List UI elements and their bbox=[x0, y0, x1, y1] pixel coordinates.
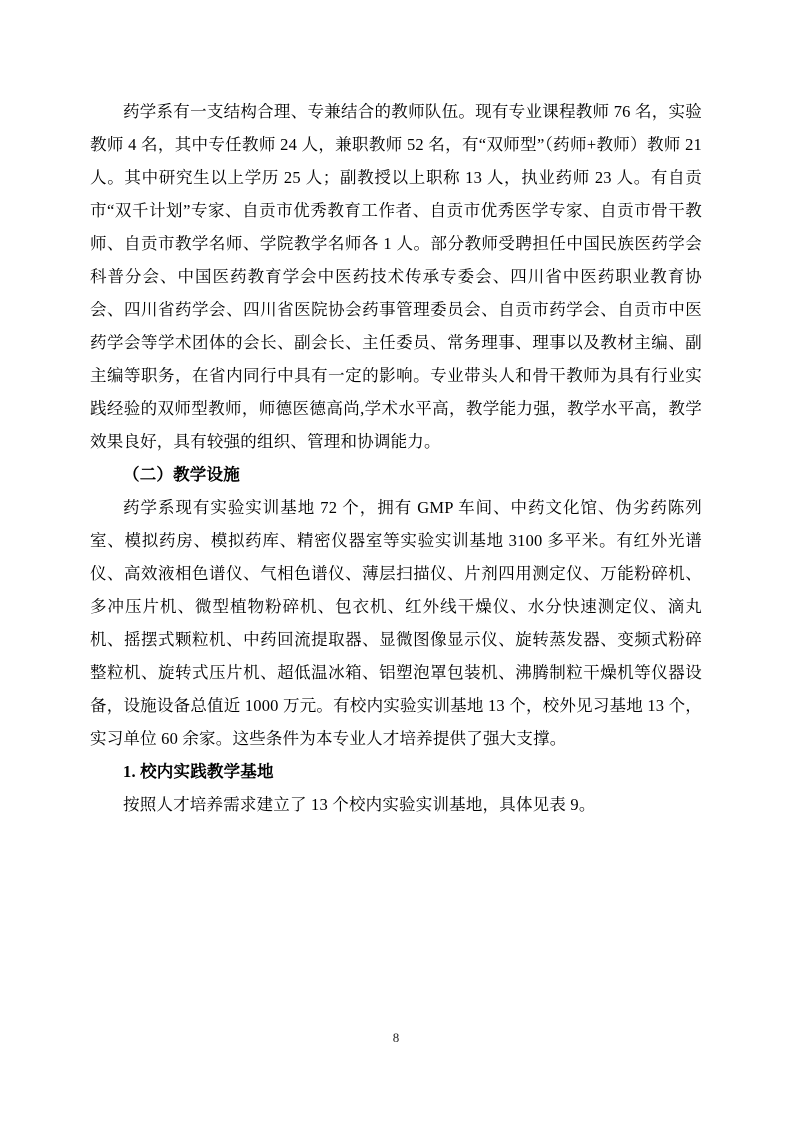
paragraph-faculty-overview: 药学系有一支结构合理、专兼结合的教师队伍。现有专业课程教师 76 名，实验教师 4 名，其中专任教师 24 人，兼职教师 52 名，有“双师型”（药师+教师）教师 21 人。其中研究生以上学历 25 人；副教授以上职称 13 人，执业药师 23 人。有自贡市“双千计划”专家、自贡市优秀教育工作者、自贡市优秀医学专家、自贡市骨干教师、自贡市教学名师、学院教学名师各 1 人。部分教师受聘担任中国民族医药学会科普分会、中国医药教育学会中医药技术传承专委会、四川省中医药职业教育协会、四川省药学会、四川省医院协会药事管理委员会、自贡市药学会、自贡市中医药学会等学术团体的会长、副会长、主任委员、常务理事、理事以及教材主编、副主编等职务，在省内同行中具有一定的影响。专业带头人和骨干教师为具有行业实践经验的双师型教师，师德医德高尚,学术水平高，教学能力强，教学水平高，教学效果良好，具有较强的组织、管理和协调能力。 bbox=[90, 102, 702, 451]
paragraph-facilities-equipment: 药学系现有实验实训基地 72 个，拥有 GMP 车间、中药文化馆、伪劣药陈列室、模拟药房、模拟药库、精密仪器室等实验实训基地 3100 多平米。有红外光谱仪、高效液相色谱仪、气相色谱仪、薄层扫描仪、片剂四用测定仪、万能粉碎机、多冲压片机、微型植物粉碎机、包衣机、红外线干燥仪、水分快速测定仪、滴丸机、摇摆式颗粒机、中药回流提取器、显微图像显示仪、旋转蒸发器、变频式粉碎整粒机、旋转式压片机、超低温冰箱、铝塑泡罩包装机、沸腾制粒干燥机等仪器设备，设施设备总值近 1000 万元。有校内实验实训基地 13 个，校外见习基地 13 个，实习单位 60 余家。这些条件为本专业人才培养提供了强大支撑。 bbox=[90, 498, 702, 748]
section-heading-teaching-facilities: （二）教学设施 bbox=[123, 465, 240, 484]
document-content bbox=[90, 95, 702, 821]
paragraph-training-bases-summary: 按照人才培养需求建立了 13 个校内实验实训基地，具体见表 9。 bbox=[123, 795, 596, 814]
subsection-heading-campus-practice-bases: 1. 校内实践教学基地 bbox=[123, 762, 274, 781]
page-number: 8 bbox=[392, 1030, 400, 1045]
